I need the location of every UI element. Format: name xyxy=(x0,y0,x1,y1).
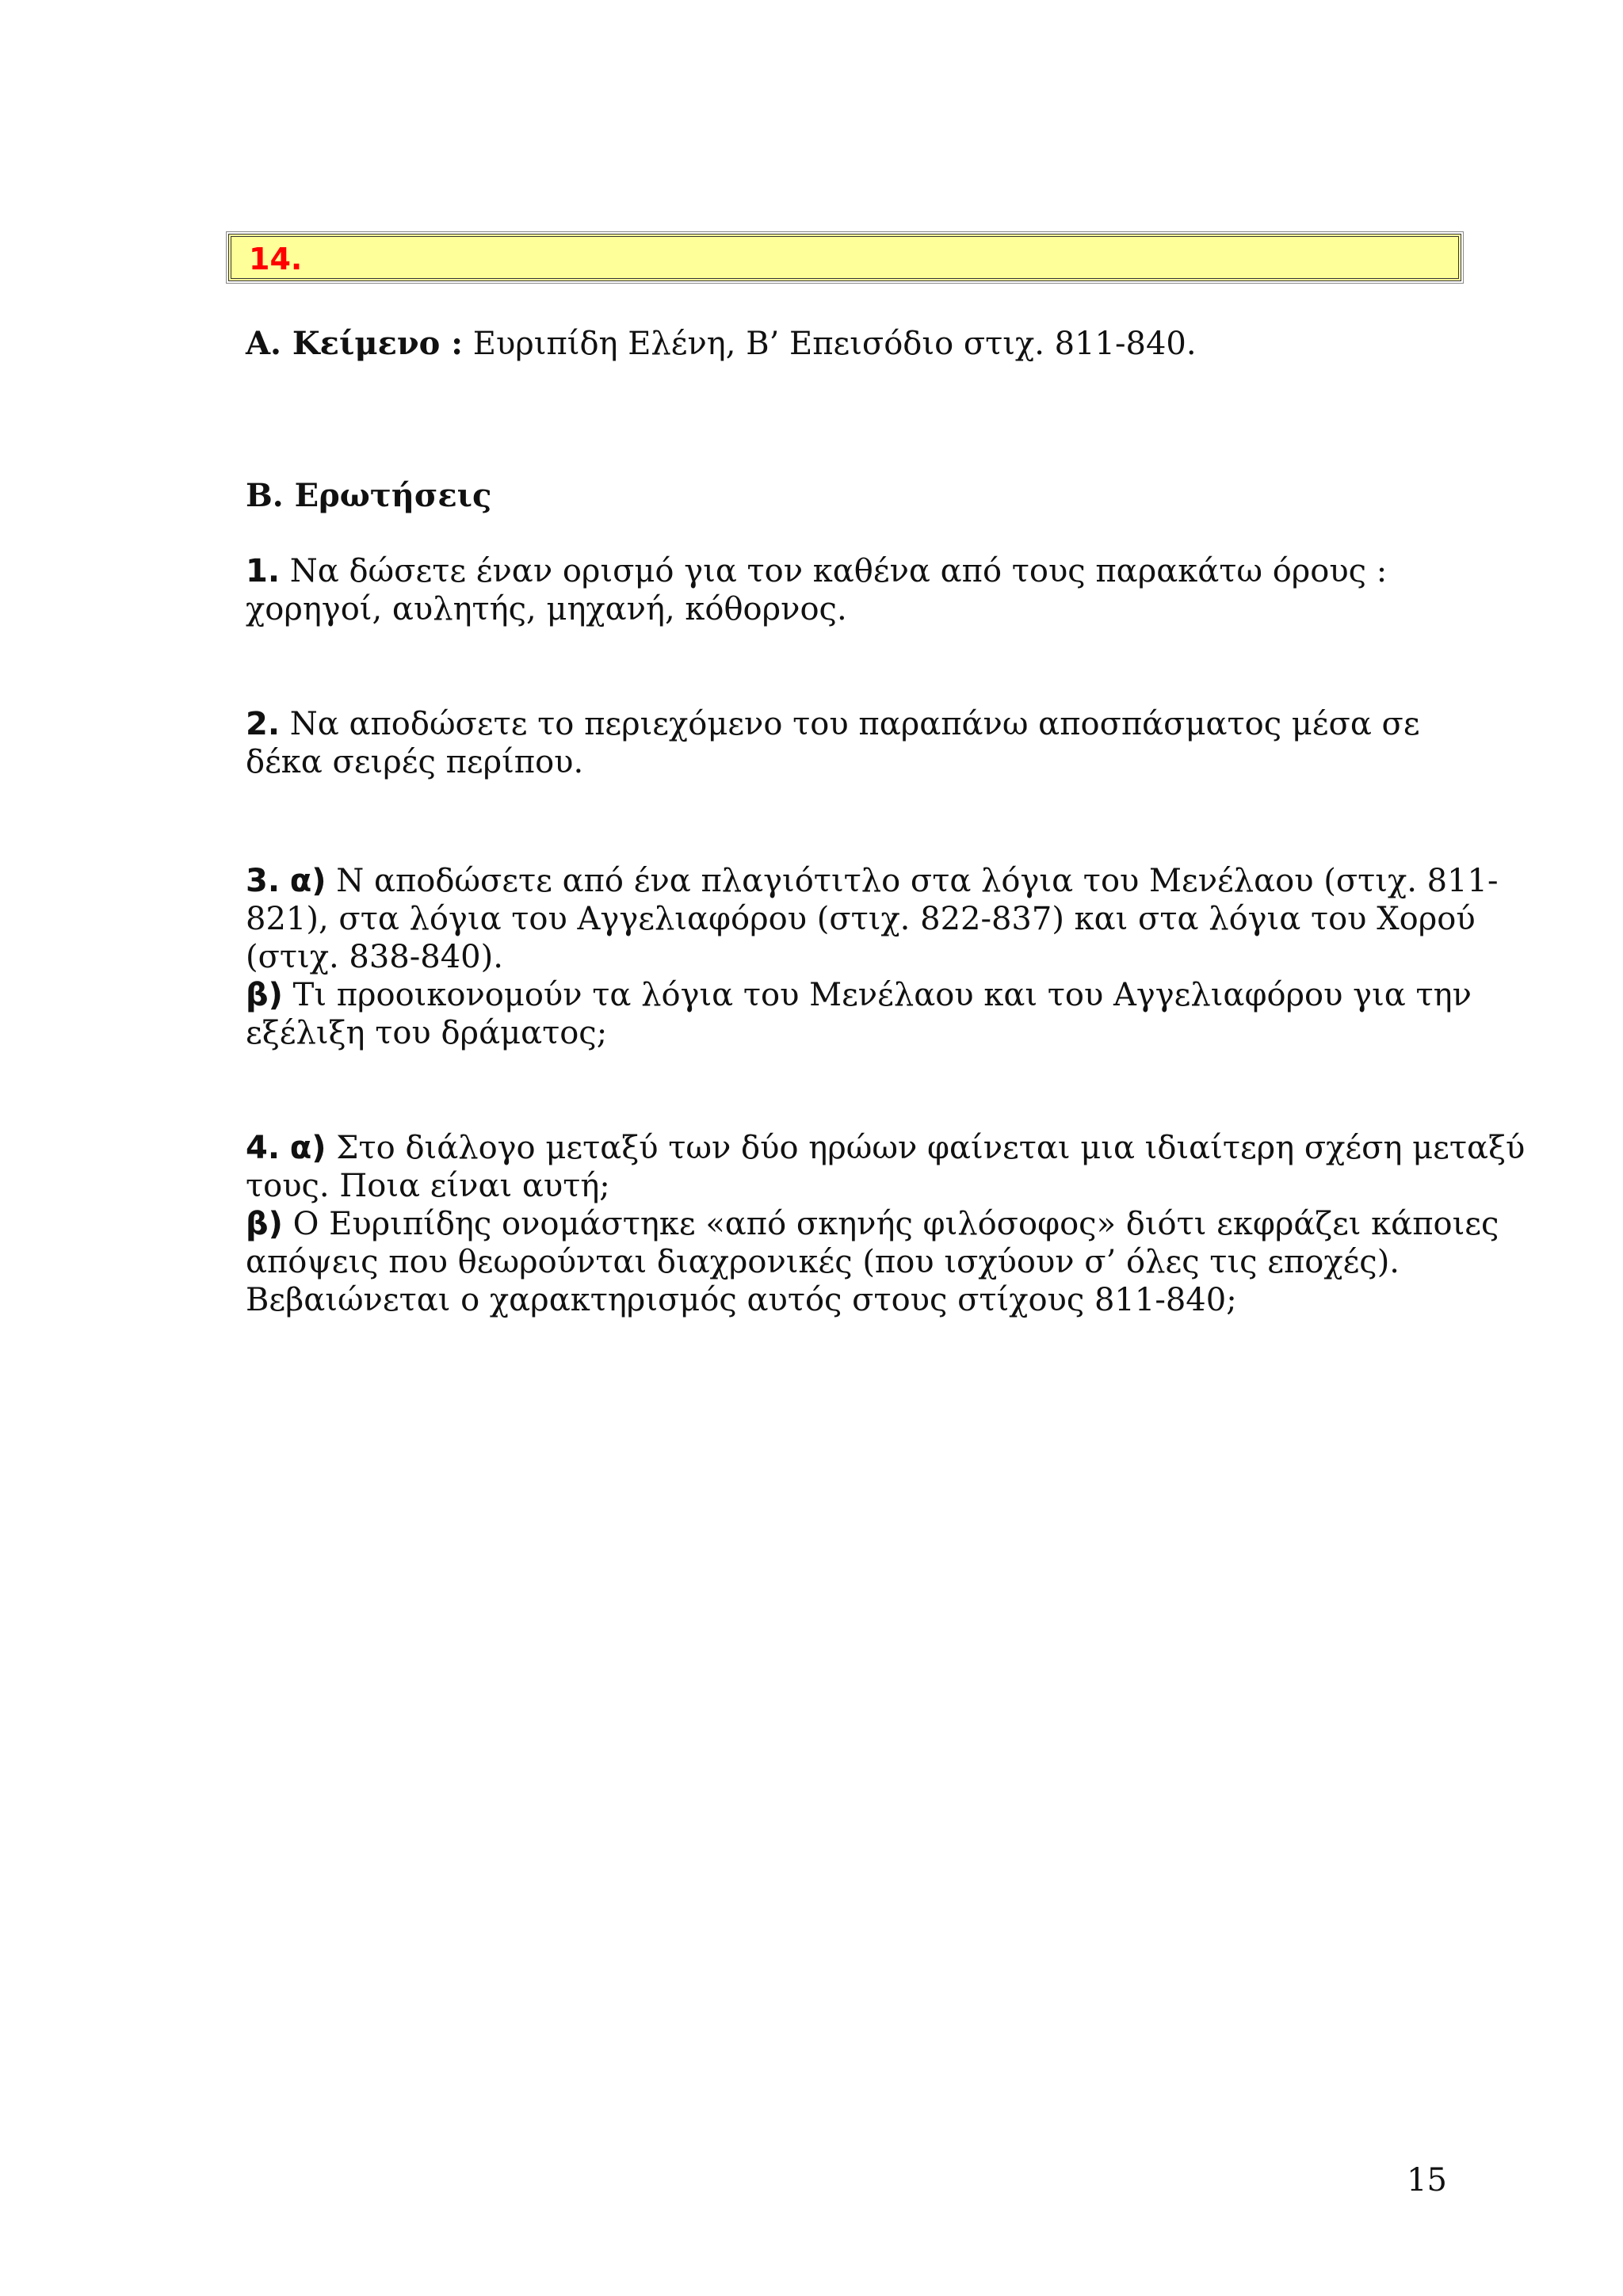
question-4a-text-2: τους. Ποια είναι αυτή; xyxy=(246,1168,610,1204)
question-3b-label: β) xyxy=(246,977,283,1013)
question-4-line-1 xyxy=(246,1129,1525,1167)
question-4-line-3 xyxy=(246,1205,1499,1243)
exercise-number: 14. xyxy=(249,242,303,277)
question-2-line-2 xyxy=(246,743,583,781)
question-3b-text-2: εξέλιξη του δράματος; xyxy=(246,1015,608,1051)
question-1-text-1: Να δώσετε έναν ορισμό για τον καθένα από τους παρακάτω όρους : xyxy=(280,553,1388,589)
question-3-line-5 xyxy=(246,1014,607,1052)
question-3a-label: α) xyxy=(289,863,327,899)
question-3a-text-3: (στιχ. 838-840). xyxy=(246,939,503,975)
question-2-number: 2. xyxy=(246,706,281,742)
question-1-number: 1. xyxy=(246,553,281,589)
question-1-text-2: χορηγοί, αυλητής, μηχανή, κόθορνος. xyxy=(246,591,847,627)
question-4a-text-1: Στο διάλογο μεταξύ των δύο ηρώων φαίνεται μια ιδιαίτερη σχέση μεταξύ xyxy=(326,1130,1526,1166)
question-4b-text-3: Βεβαιώνεται ο χαρακτηρισμός αυτός στους στίχους 811-840; xyxy=(246,1282,1237,1318)
questions-heading xyxy=(246,477,491,515)
question-2-line-1 xyxy=(246,705,1420,743)
question-4-line-4 xyxy=(246,1243,1400,1281)
question-3b-text-1: Τι προοικονομούν τα λόγια του Μενέλαου και του Αγγελιαφόρου για την xyxy=(282,977,1472,1013)
question-3-number: 3. xyxy=(246,863,281,899)
question-4-line-5 xyxy=(246,1281,1237,1319)
question-3-line-4 xyxy=(246,976,1472,1014)
questions-title: Β. Ερωτήσεις xyxy=(246,477,492,514)
question-1-line-2 xyxy=(246,590,847,628)
question-3a-text-2: 821), στα λόγια του Αγγελιαφόρου (στιχ. 822-837) και στα λόγια του Χορού xyxy=(246,901,1476,937)
question-4a-label: α) xyxy=(289,1130,327,1166)
question-4-line-2 xyxy=(246,1167,610,1205)
question-3-line-2 xyxy=(246,900,1476,938)
question-4b-text-2: απόψεις που θεωρούνται διαχρονικές (που ισχύουν σ’ όλες τις εποχές). xyxy=(246,1244,1400,1280)
question-4b-text-1: Ο Ευριπίδης ονομάστηκε «από σκηνής φιλόσοφος» διότι εκφράζει κάποιες xyxy=(282,1206,1499,1242)
text-reference-label: Α. Κείμενο : xyxy=(246,325,464,362)
page-number: 15 xyxy=(1407,2162,1447,2199)
text-reference xyxy=(246,325,1197,363)
question-4b-label: β) xyxy=(246,1206,283,1242)
question-3-line-1 xyxy=(246,862,1499,900)
question-3a-text-1: Ν αποδώσετε από ένα πλαγιότιτλο στα λόγια του Μενέλαου (στιχ. 811- xyxy=(326,863,1499,899)
exercise-header-box xyxy=(228,234,1461,281)
question-2-text-1: Να αποδώσετε το περιεχόμενο του παραπάνω αποσπάσματος μέσα σε xyxy=(280,706,1420,742)
question-1-line-1 xyxy=(246,552,1387,590)
text-reference-value: Ευριπίδη Ελένη, Β’ Επεισόδιο στιχ. 811-840. xyxy=(463,326,1197,362)
question-3-line-3 xyxy=(246,938,503,976)
question-4-number: 4. xyxy=(246,1130,281,1166)
question-2-text-2: δέκα σειρές περίπου. xyxy=(246,744,584,780)
